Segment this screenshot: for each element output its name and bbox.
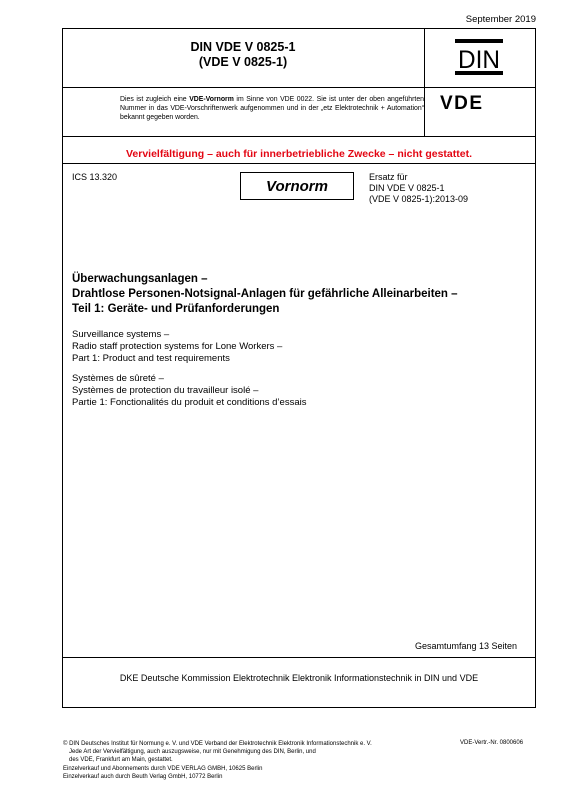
divider [62, 87, 536, 88]
vde-notice [120, 95, 424, 123]
cover-frame [62, 28, 536, 708]
status-badge: Vornorm [240, 172, 354, 200]
title-line: Systèmes de sûreté – [72, 373, 164, 384]
footer-line: Jede Art der Vervielfältigung, auch auszugsweise, nur mit Genehmigung des DIN, Berlin, und [69, 749, 316, 756]
din-logo-text: DIN [458, 46, 500, 74]
document-number-line1: DIN VDE V 0825-1 [190, 40, 296, 54]
divider [62, 657, 536, 658]
document-number [62, 40, 424, 70]
divider [424, 28, 425, 136]
title-line: Radio staff protection systems for Lone Workers – [72, 341, 283, 352]
footer-line: Einzelverkauf auch durch Beuth Verlag GmbH, 10772 Berlin [63, 773, 223, 780]
reproduction-notice: Vervielfältigung – auch für innerbetriebliche Zwecke – nicht gestattet. [125, 148, 472, 160]
order-number: VDE-Vertr.-Nr. 0800606 [460, 740, 524, 746]
title-line: Surveillance systems – [72, 329, 170, 340]
title-line: Überwachungsanlagen – [72, 273, 208, 285]
title-german [72, 272, 522, 317]
replaces-line: Ersatz für [369, 172, 408, 182]
title-french [72, 373, 522, 409]
footer-line: Einzelverkauf und Abonnements durch VDE VERLAG GMBH, 10625 Berlin [63, 765, 263, 772]
vde-notice-suffix: im Sinne von VDE 0022. Sie ist unter der oben angeführten Nummer in das VDE-Vorschriftenwerk aufgenommen und in der „etz Elektrotechnik + Automation“ bekannt gegeben worden. [120, 96, 424, 122]
title-line: Teil 1: Geräte- und Prüfanforderungen [72, 303, 280, 315]
total-pages: Gesamtumfang 13 Seiten [414, 641, 517, 651]
replaces-line: (VDE V 0825-1):2013-09 [369, 194, 469, 204]
title-line: Partie 1: Fonctionalités du produit et conditions d’essais [72, 397, 307, 408]
vde-notice-highlight: VDE-Vornorm [189, 96, 234, 103]
vde-notice-prefix: Dies ist zugleich eine [120, 96, 190, 103]
replaces-line: DIN VDE V 0825-1 [369, 183, 445, 193]
title-line: Drahtlose Personen-Notsignal-Anlagen für gefährliche Alleinarbeiten – [72, 288, 458, 300]
replaces-block [369, 172, 468, 205]
publication-date: September 2019 [465, 14, 536, 25]
din-logo [454, 38, 504, 76]
footer-line: © DIN Deutsches Institut für Normung e. V. und VDE Verband der Elektrotechnik Elektronik Informationstechnik e. V. [63, 741, 372, 747]
dke-notice: DKE Deutsche Kommission Elektrotechnik Elektronik Informationstechnik in DIN und VDE [119, 673, 479, 683]
title-line: Part 1: Product and test requirements [72, 353, 230, 364]
title-line: Systèmes de protection du travailleur isolé – [72, 385, 259, 396]
document-number-line2: (VDE V 0825-1) [198, 55, 288, 69]
divider [62, 136, 536, 137]
title-english [72, 329, 522, 365]
vde-logo: VDE [440, 93, 484, 114]
divider [62, 163, 536, 164]
copyright-footer [63, 740, 423, 781]
ics-code: ICS 13.320 [72, 172, 118, 182]
footer-line: des VDE, Frankfurt am Main, gestattet. [69, 757, 173, 764]
